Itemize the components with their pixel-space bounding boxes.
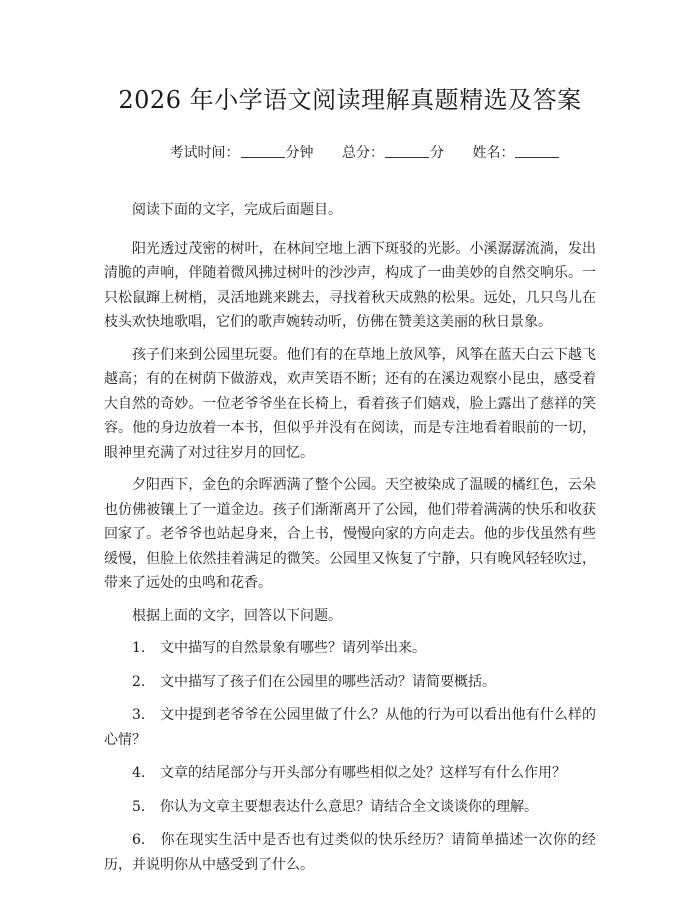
passage-paragraph-1: 阳光透过茂密的树叶，在林间空地上洒下斑驳的光影。小溪潺潺流淌，发出清脆的声响，伴随着微风拂过树叶的沙沙声，构成了一曲美妙的自然交响乐。一只松鼠蹿上树梢，灵活地跳来跳去，寻找着秋天成熟的松果。远处，几只鸟儿在枝头欢快地歌唱，它们的歌声婉转动听，仿佛在赞美这美丽的秋日景象。 bbox=[104, 240, 596, 330]
question-3 bbox=[104, 703, 596, 752]
name-blank bbox=[515, 143, 559, 158]
score-blank bbox=[385, 143, 429, 158]
reading-instruction: 阅读下面的文字，完成后面题目。 bbox=[132, 202, 342, 218]
question-text: 文中描写了孩子们在公园里的哪些活动？请简要概括。 bbox=[160, 673, 496, 690]
name-label: 姓名： bbox=[472, 145, 515, 161]
question-1 bbox=[104, 636, 596, 661]
time-blank bbox=[241, 143, 285, 158]
time-unit: 分钟 bbox=[285, 145, 314, 161]
questions-instruction: 根据上面的文字，回答以下问题。 bbox=[132, 607, 342, 624]
exam-name bbox=[472, 142, 560, 164]
score-label: 总分： bbox=[342, 145, 384, 161]
passage-paragraph-3: 夕阳西下，金色的余晖洒满了整个公园。天空被染成了温暖的橘红色，云朵也仿佛被镶上了一道金边。孩子们渐渐离开了公园，他们带着满满的快乐和收获回家了。老爷爷也站起身来，合上书，慢慢向家的方向走去。他的步伐虽然有些缓慢，但脸上依然挂着满足的微笑。公园里又恢复了宁静，只有晚风轻轻吹过，带来了远处的虫鸣和花香。 bbox=[104, 477, 596, 591]
question-number: 2. bbox=[132, 673, 146, 690]
question-2 bbox=[104, 670, 596, 695]
question-number: 1. bbox=[132, 640, 146, 656]
reading-content bbox=[104, 198, 596, 877]
question-text: 文中描写的自然景象有哪些？请列举出来。 bbox=[160, 640, 426, 656]
question-4 bbox=[104, 761, 596, 786]
time-label: 考试时间： bbox=[169, 145, 240, 161]
question-5 bbox=[104, 795, 596, 820]
exam-time bbox=[170, 142, 314, 164]
question-number: 3. bbox=[132, 707, 146, 723]
exam-meta bbox=[104, 142, 596, 164]
question-text: 你认为文章主要想表达什么意思？请结合全文谈谈你的理解。 bbox=[160, 798, 538, 815]
question-6 bbox=[104, 828, 596, 877]
question-number: 4. bbox=[132, 765, 146, 781]
passage-paragraph-2: 孩子们来到公园里玩耍。他们有的在草地上放风筝，风筝在蓝天白云下越飞越高；有的在树荫下做游戏，欢声笑语不断；还有的在溪边观察小昆虫，感受着大自然的奇妙。一位老爷爷坐在长椅上，看着孩子们嬉戏，脸上露出了慈祥的笑容。他的身边放着一本书，但似乎并没有在阅读，而是专注地看着眼前的一切，眼神里充满了对过往岁月的回忆。 bbox=[104, 346, 596, 461]
score-unit: 分 bbox=[430, 145, 444, 161]
page-title: 2026 年小学语文阅读理解真题精选及答案 bbox=[118, 86, 582, 114]
question-text: 文章的结尾部分与开头部分有哪些相似之处？这样写有什么作用？ bbox=[160, 765, 566, 781]
question-number: 5. bbox=[132, 798, 146, 815]
question-number: 6. bbox=[132, 832, 146, 848]
exam-score bbox=[342, 142, 444, 164]
question-text: 你在现实生活中是否也有过类似的快乐经历？请简单描述一次你的经历，并说明你从中感受到了什么。 bbox=[104, 832, 596, 873]
question-text: 文中提到老爷爷在公园里做了什么？从他的行为可以看出他有什么样的心情？ bbox=[104, 707, 596, 748]
